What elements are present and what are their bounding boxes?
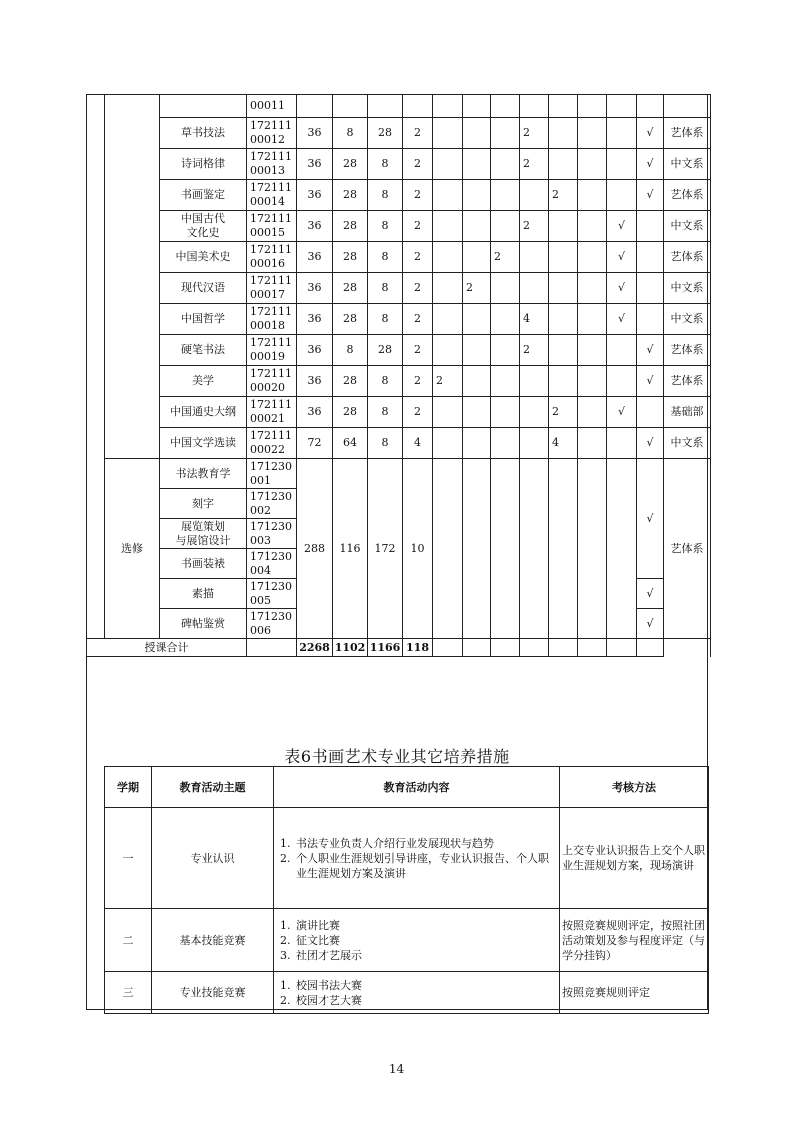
- content-list: [274, 978, 559, 1008]
- term-cell: 二: [105, 909, 152, 972]
- semester-hours: [491, 397, 520, 428]
- semester-hours: [549, 242, 578, 273]
- summary-empty: [549, 639, 578, 657]
- semester-hours: [491, 273, 520, 304]
- course-practice: 8: [368, 273, 403, 304]
- semester-hours: 2: [520, 211, 549, 242]
- course-row: [87, 335, 711, 366]
- summary-label: 授课合计: [87, 639, 247, 657]
- measures-row: [105, 909, 709, 972]
- summary-empty: [520, 639, 549, 657]
- course-practice: 8: [368, 242, 403, 273]
- summary-empty: [463, 639, 491, 657]
- semester-hours: [491, 428, 520, 459]
- course-name: 草书技法: [160, 118, 247, 149]
- course-row: [87, 242, 711, 273]
- check-mark: √: [637, 180, 664, 211]
- course-credit: 2: [403, 273, 433, 304]
- course-name: 中国文学选读: [160, 428, 247, 459]
- summary-theory: 1102: [333, 639, 368, 657]
- content-item: 1. 校园书法大赛: [294, 978, 559, 993]
- course-theory: 28: [333, 304, 368, 335]
- check-mark: √: [637, 118, 664, 149]
- course-credit: 2: [403, 335, 433, 366]
- summary-empty: [578, 639, 607, 657]
- check-mark: [637, 211, 664, 242]
- exam-mark: [607, 180, 637, 211]
- content-item: 2. 校园才艺大赛: [294, 993, 559, 1008]
- semester-hours: [549, 95, 578, 118]
- check-mark: √: [637, 366, 664, 397]
- measures-header-row: [105, 767, 709, 808]
- content-item: 2. 个人职业生涯规划引导讲座，专业认识报告、个人职业生涯规划方案及演讲: [294, 851, 559, 881]
- semester-hours: [549, 149, 578, 180]
- semester-hours: [463, 397, 491, 428]
- semester-hours: [491, 304, 520, 335]
- course-code: 172111 00022: [247, 428, 297, 459]
- semester-hours: [520, 459, 549, 639]
- course-practice: 28: [368, 335, 403, 366]
- semester-hours: [520, 366, 549, 397]
- course-practice: 8: [368, 211, 403, 242]
- semester-hours: [463, 459, 491, 639]
- course-practice: [368, 95, 403, 118]
- summary-practice: 1166: [368, 639, 403, 657]
- semester-hours: 4: [520, 304, 549, 335]
- semester-hours: 2: [463, 273, 491, 304]
- summary-empty: [607, 639, 637, 657]
- course-total: 36: [297, 335, 333, 366]
- theme-cell: 专业技能竞赛: [152, 972, 274, 1014]
- course-total: 36: [297, 304, 333, 335]
- semester-hours: [549, 366, 578, 397]
- semester-hours: [463, 180, 491, 211]
- course-total: 36: [297, 211, 333, 242]
- semester-hours: [578, 304, 607, 335]
- content-cell: [274, 808, 560, 909]
- course-theory: 28: [333, 180, 368, 211]
- course-code: 172111 00015: [247, 211, 297, 242]
- semester-hours: [463, 95, 491, 118]
- exam-mark: [607, 366, 637, 397]
- semester-hours: [491, 211, 520, 242]
- course-practice: 8: [368, 366, 403, 397]
- semester-hours: [433, 118, 463, 149]
- check-mark: √: [637, 335, 664, 366]
- category-cell: [105, 95, 160, 459]
- semester-hours: [433, 242, 463, 273]
- content-item: 1. 书法专业负责人介绍行业发展现状与趋势: [294, 836, 559, 851]
- table6-title: 表6书画艺术专业其它培养措施: [284, 747, 510, 766]
- check-mark: [637, 95, 664, 118]
- semester-hours: 2: [433, 366, 463, 397]
- semester-hours: [578, 397, 607, 428]
- course-dept: 中文系: [664, 149, 711, 180]
- elective-credit: 10: [403, 459, 433, 639]
- semester-hours: [433, 149, 463, 180]
- elective-theory: 116: [333, 459, 368, 639]
- course-theory: 28: [333, 273, 368, 304]
- semester-hours: 4: [549, 428, 578, 459]
- course-name: 美学: [160, 366, 247, 397]
- course-dept: 基础部: [664, 397, 711, 428]
- course-row: [87, 428, 711, 459]
- theme-cell: 专业认识: [152, 808, 274, 909]
- elective-code: 171230 002: [247, 489, 297, 519]
- check-mark: √: [637, 428, 664, 459]
- course-credit: 2: [403, 211, 433, 242]
- semester-hours: [520, 428, 549, 459]
- semester-hours: [463, 335, 491, 366]
- course-dept: 艺体系: [664, 335, 711, 366]
- exam-mark: √: [607, 273, 637, 304]
- semester-hours: [578, 242, 607, 273]
- elective-code: 171230 001: [247, 459, 297, 489]
- group-cell: [87, 95, 105, 639]
- content-list: [274, 918, 559, 963]
- course-row: [87, 118, 711, 149]
- course-code: 172111 00018: [247, 304, 297, 335]
- semester-hours: [433, 459, 463, 639]
- header-content: 教育活动内容: [274, 767, 560, 808]
- term-cell: 一: [105, 808, 152, 909]
- check-mark: [637, 273, 664, 304]
- training-measures-table: [104, 766, 709, 1014]
- content-item: 1. 演讲比赛: [294, 918, 559, 933]
- exam-mark: [607, 149, 637, 180]
- elective-total: 288: [297, 459, 333, 639]
- semester-hours: [433, 397, 463, 428]
- summary-row: [87, 639, 711, 657]
- semester-hours: [578, 118, 607, 149]
- semester-hours: [491, 149, 520, 180]
- theme-cell: 基本技能竞赛: [152, 909, 274, 972]
- course-practice: 8: [368, 149, 403, 180]
- semester-hours: [463, 149, 491, 180]
- elective-row: [87, 459, 711, 489]
- course-credit: [403, 95, 433, 118]
- course-theory: 64: [333, 428, 368, 459]
- semester-hours: [520, 95, 549, 118]
- semester-hours: [578, 335, 607, 366]
- course-theory: 8: [333, 118, 368, 149]
- header-assessment: 考核方法: [560, 767, 709, 808]
- course-name: [160, 95, 247, 118]
- course-theory: 28: [333, 211, 368, 242]
- elective-code: 171230 004: [247, 549, 297, 579]
- course-practice: 8: [368, 304, 403, 335]
- semester-hours: [463, 304, 491, 335]
- semester-hours: [463, 366, 491, 397]
- semester-hours: [549, 118, 578, 149]
- content-cell: [274, 909, 560, 972]
- semester-hours: [549, 211, 578, 242]
- course-code: 172111 00014: [247, 180, 297, 211]
- course-schedule-table: [86, 94, 711, 657]
- elective-group-check: √: [637, 459, 664, 579]
- course-row: [87, 366, 711, 397]
- elective-practice: 172: [368, 459, 403, 639]
- course-total: 36: [297, 397, 333, 428]
- exam-mark: [607, 118, 637, 149]
- course-credit: 2: [403, 242, 433, 273]
- course-theory: 28: [333, 242, 368, 273]
- course-code: 00011: [247, 95, 297, 118]
- semester-hours: [578, 273, 607, 304]
- semester-hours: [491, 366, 520, 397]
- semester-hours: [433, 95, 463, 118]
- semester-hours: [433, 273, 463, 304]
- measures-row: [105, 972, 709, 1014]
- check-mark: √: [637, 579, 664, 609]
- semester-hours: 2: [549, 180, 578, 211]
- course-name: 书画鉴定: [160, 180, 247, 211]
- content-item: 3. 社团才艺展示: [294, 948, 559, 963]
- exam-mark: √: [607, 211, 637, 242]
- course-name: 硬笔书法: [160, 335, 247, 366]
- semester-hours: [463, 428, 491, 459]
- course-code: 172111 00016: [247, 242, 297, 273]
- course-dept: 中文系: [664, 211, 711, 242]
- course-name: 中国古代 文化史: [160, 211, 247, 242]
- semester-hours: [491, 95, 520, 118]
- exam-mark: [607, 95, 637, 118]
- course-total: 36: [297, 273, 333, 304]
- elective-code: 171230 003: [247, 519, 297, 549]
- exam-mark: [607, 428, 637, 459]
- exam-mark: √: [607, 397, 637, 428]
- semester-hours: [491, 459, 520, 639]
- course-total: [297, 95, 333, 118]
- course-credit: 2: [403, 366, 433, 397]
- semester-hours: [549, 335, 578, 366]
- assessment-cell: 按照竞赛规则评定: [560, 972, 709, 1014]
- course-total: 36: [297, 118, 333, 149]
- summary-empty: [433, 639, 463, 657]
- summary-code: [247, 639, 297, 657]
- course-credit: 2: [403, 180, 433, 211]
- course-code: 172111 00012: [247, 118, 297, 149]
- semester-hours: [578, 149, 607, 180]
- check-mark: [637, 304, 664, 335]
- content-list: [274, 836, 559, 881]
- check-mark: √: [637, 609, 664, 639]
- elective-label: 选修: [105, 459, 160, 639]
- semester-hours: 2: [491, 242, 520, 273]
- course-total: 36: [297, 366, 333, 397]
- course-name: 中国美术史: [160, 242, 247, 273]
- elective-name: 展览策划 与展馆设计: [160, 519, 247, 549]
- semester-hours: [463, 242, 491, 273]
- course-name: 现代汉语: [160, 273, 247, 304]
- course-total: 36: [297, 242, 333, 273]
- semester-hours: [491, 335, 520, 366]
- course-credit: 2: [403, 149, 433, 180]
- course-code: 172111 00013: [247, 149, 297, 180]
- semester-hours: [463, 118, 491, 149]
- elective-name: 素描: [160, 579, 247, 609]
- course-practice: 8: [368, 180, 403, 211]
- semester-hours: [607, 459, 637, 639]
- summary-empty: [491, 639, 520, 657]
- semester-hours: [433, 304, 463, 335]
- course-practice: 8: [368, 428, 403, 459]
- measures-row: [105, 808, 709, 909]
- course-row: [87, 273, 711, 304]
- semester-hours: [578, 180, 607, 211]
- semester-hours: [520, 397, 549, 428]
- course-theory: [333, 95, 368, 118]
- course-theory: 28: [333, 366, 368, 397]
- elective-name: 书法教育学: [160, 459, 247, 489]
- course-credit: 2: [403, 304, 433, 335]
- course-name: 中国哲学: [160, 304, 247, 335]
- semester-hours: [578, 211, 607, 242]
- course-name: 中国通史大纲: [160, 397, 247, 428]
- semester-hours: [578, 459, 607, 639]
- semester-hours: [433, 180, 463, 211]
- course-dept: [664, 95, 711, 118]
- course-dept: 中文系: [664, 428, 711, 459]
- course-theory: 28: [333, 149, 368, 180]
- course-code: 172111 00020: [247, 366, 297, 397]
- term-cell: 三: [105, 972, 152, 1014]
- course-practice: 28: [368, 118, 403, 149]
- semester-hours: 2: [520, 335, 549, 366]
- course-row: [87, 304, 711, 335]
- course-row: [87, 180, 711, 211]
- semester-hours: [433, 335, 463, 366]
- elective-code: 171230 006: [247, 609, 297, 639]
- elective-name: 书画装裱: [160, 549, 247, 579]
- semester-hours: [520, 180, 549, 211]
- semester-hours: [549, 273, 578, 304]
- summary-total: 2268: [297, 639, 333, 657]
- course-total: 36: [297, 180, 333, 211]
- content-cell: [274, 972, 560, 1014]
- course-total: 36: [297, 149, 333, 180]
- course-dept: 中文系: [664, 304, 711, 335]
- semester-hours: [578, 366, 607, 397]
- course-code: 172111 00021: [247, 397, 297, 428]
- course-dept: 艺体系: [664, 242, 711, 273]
- semester-hours: [463, 211, 491, 242]
- course-credit: 2: [403, 397, 433, 428]
- check-mark: √: [637, 149, 664, 180]
- course-credit: 2: [403, 118, 433, 149]
- semester-hours: [578, 428, 607, 459]
- summary-empty: [637, 639, 664, 657]
- elective-code: 171230 005: [247, 579, 297, 609]
- course-dept: 艺体系: [664, 118, 711, 149]
- course-total: 72: [297, 428, 333, 459]
- semester-hours: [491, 118, 520, 149]
- elective-dept: 艺体系: [664, 459, 711, 639]
- course-name: 诗词格律: [160, 149, 247, 180]
- semester-hours: [520, 242, 549, 273]
- course-theory: 28: [333, 397, 368, 428]
- course-dept: 艺体系: [664, 180, 711, 211]
- semester-hours: [549, 459, 578, 639]
- semester-hours: [549, 304, 578, 335]
- semester-hours: [578, 95, 607, 118]
- course-theory: 8: [333, 335, 368, 366]
- semester-hours: 2: [520, 118, 549, 149]
- course-code: 172111 00019: [247, 335, 297, 366]
- elective-name: 碑帖鉴赏: [160, 609, 247, 639]
- exam-mark: √: [607, 242, 637, 273]
- course-code: 172111 00017: [247, 273, 297, 304]
- elective-name: 刻字: [160, 489, 247, 519]
- exam-mark: [607, 335, 637, 366]
- course-dept: 艺体系: [664, 366, 711, 397]
- course-credit: 4: [403, 428, 433, 459]
- semester-hours: 2: [520, 149, 549, 180]
- page-number: 14: [388, 1062, 405, 1076]
- semester-hours: [520, 273, 549, 304]
- semester-hours: [491, 180, 520, 211]
- check-mark: [637, 242, 664, 273]
- assessment-cell: 上交专业认识报告上交个人职业生涯规划方案，现场演讲: [560, 808, 709, 909]
- summary-credit: 118: [403, 639, 433, 657]
- course-row: [87, 211, 711, 242]
- summary-dept: [664, 639, 711, 657]
- semester-hours: [433, 428, 463, 459]
- header-theme: 教育活动主题: [152, 767, 274, 808]
- course-row: [87, 397, 711, 428]
- assessment-cell: 按照竞赛规则评定，按照社团活动策划及参与程度评定（与学分挂钩）: [560, 909, 709, 972]
- course-dept: 中文系: [664, 273, 711, 304]
- semester-hours: [433, 211, 463, 242]
- course-practice: 8: [368, 397, 403, 428]
- course-row: [87, 149, 711, 180]
- check-mark: [637, 397, 664, 428]
- header-term: 学期: [105, 767, 152, 808]
- semester-hours: 2: [549, 397, 578, 428]
- exam-mark: √: [607, 304, 637, 335]
- course-row: [87, 95, 711, 118]
- content-item: 2. 征文比赛: [294, 933, 559, 948]
